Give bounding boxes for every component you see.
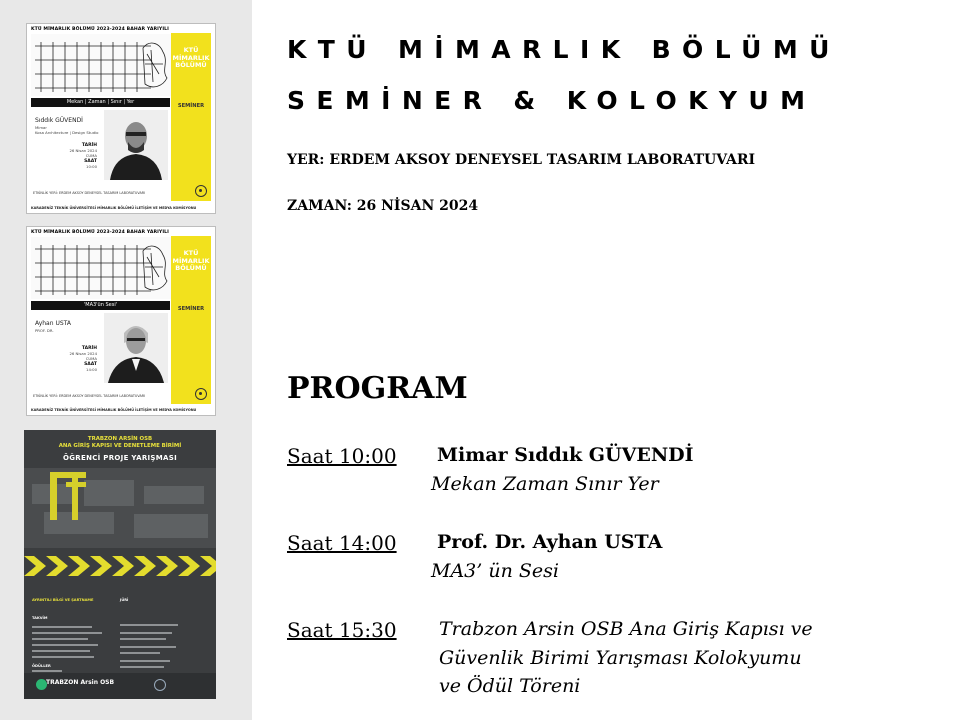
- schedule-heading: TAKVİM: [32, 616, 48, 620]
- event-place: ETKİNLİK YERİ: ERDEM AKSOY DENEYSEL TASARIM LABORATUVARI: [33, 394, 146, 398]
- date-label: TARİH: [81, 346, 97, 351]
- seminar-poster-guvendi: [26, 23, 216, 214]
- speaker-photo: [104, 110, 168, 180]
- venue: YER: ERDEM AKSOY DENEYSEL TASARIM LABORATUVARI: [287, 152, 756, 168]
- poster-footer: KARADENİZ TEKNİK ÜNİVERSİTESİ MİMARLIK BÖLÜMÜ İLETİŞİM VE MEDYA KOMİSYONU: [31, 206, 197, 210]
- event-place: ETKİNLİK YERİ: ERDEM AKSOY DENEYSEL TASARIM LABORATUVARI: [33, 191, 146, 195]
- date: 26 Nisan 2024: [69, 148, 97, 153]
- talk-title-bar: Mekan | Zaman | Sınır | Yer: [31, 98, 170, 107]
- program-speaker-2: Prof. Dr. Ayhan USTA: [437, 531, 663, 553]
- awards-heading: ÖDÜLLER: [32, 664, 51, 668]
- program-topic-2: MA3’ ün Sesi: [431, 560, 559, 582]
- poster-footer: KARADENİZ TEKNİK ÜNİVERSİTESİ MİMARLIK BÖLÜMÜ İLETİŞİM VE MEDYA KOMİSYONU: [31, 408, 197, 412]
- program-topic-3-line3: ve Ödül Töreni: [439, 675, 581, 697]
- time: 14:00: [86, 367, 97, 372]
- competition-title: [24, 436, 216, 450]
- program-speaker-1: Mimar Sıddık GÜVENDİ: [437, 444, 694, 466]
- date-time-block: [67, 142, 97, 169]
- event-title: SEMİNER & KOLOKYUM: [287, 86, 817, 115]
- university-logo-icon: [195, 185, 207, 197]
- osb-logo-text: TRABZON Arsin OSB: [46, 679, 115, 686]
- competition-details: [24, 594, 216, 678]
- time-label: SAAT: [84, 362, 97, 367]
- speaker-role: [35, 125, 105, 135]
- competition-footer: [24, 673, 216, 699]
- speaker-name: Ayhan USTA: [35, 320, 71, 327]
- day: CUMA: [85, 356, 97, 361]
- program-topic-3-line2: Güvenlik Birimi Yarışması Kolokyumu: [439, 647, 802, 669]
- university-logo-icon: [195, 388, 207, 400]
- badge-subtitle: SEMİNER: [177, 103, 205, 109]
- competition-title-line2: ANA GİRİŞ KAPISI VE DENETLEME BİRİMİ: [58, 443, 182, 449]
- program-heading: PROGRAM: [287, 371, 468, 406]
- yellow-badge: [171, 236, 211, 404]
- role: PROF. DR.: [35, 328, 54, 333]
- seminar-poster-usta: [26, 226, 216, 416]
- competition-poster: [24, 430, 216, 699]
- time-label: SAAT: [84, 159, 97, 164]
- date-label: TARİH: [81, 143, 97, 148]
- jury-heading: JÜRİ: [120, 598, 129, 602]
- speaker-name: Sıddık GÜVENDİ: [35, 117, 83, 124]
- program-topic-1: Mekan Zaman Sınır Yer: [431, 473, 659, 495]
- event-date: ZAMAN: 26 NİSAN 2024: [287, 198, 479, 214]
- role: Mimar: [35, 125, 47, 130]
- badge-title: KTÜ MİMARLIK BÖLÜMÜ: [172, 249, 210, 272]
- date-time-block: [67, 345, 97, 372]
- details-text-lines: [32, 622, 208, 678]
- competition-title-line1: TRABZON ARSİN OSB: [87, 436, 153, 442]
- program-time-1: Saat 10:00: [287, 444, 397, 468]
- yellow-badge: [171, 33, 211, 201]
- competition-subtitle: ÖĞRENCİ PROJE YARIŞMASI: [63, 454, 177, 462]
- program-topic-3-line1: Trabzon Arsin OSB Ana Giriş Kapısı ve: [439, 618, 813, 640]
- badge-subtitle: SEMİNER: [177, 306, 205, 312]
- terms-heading: AYRINTILI BİLGİ VE ŞARTNAME: [32, 598, 94, 602]
- poster-header: KTÜ MİMARLIK BÖLÜMÜ 2023-2024 BAHAR YARIYILI: [31, 230, 169, 235]
- organization: Kosa Architecture | Design Studio: [35, 130, 99, 135]
- badge-title: KTÜ MİMARLIK BÖLÜMÜ: [172, 46, 210, 69]
- day: CUMA: [85, 153, 97, 158]
- poster-header: KTÜ MİMARLIK BÖLÜMÜ 2023-2024 BAHAR YARIYILI: [31, 27, 169, 32]
- program-time-3: Saat 15:30: [287, 618, 397, 642]
- date: 26 Nisan 2024: [69, 351, 97, 356]
- building-sketch: [31, 34, 171, 96]
- speaker-photo: [104, 313, 168, 383]
- department-title: KTÜ MİMARLIK BÖLÜMÜ: [287, 35, 841, 64]
- speaker-role: [35, 328, 105, 333]
- site-aerial-artwork: [24, 462, 216, 594]
- university-logo-icon: [154, 679, 166, 691]
- building-sketch: [31, 237, 171, 299]
- program-time-2: Saat 14:00: [287, 531, 397, 555]
- time: 10:00: [86, 164, 97, 169]
- talk-title-bar: 'MA3'ün Sesi': [31, 301, 170, 310]
